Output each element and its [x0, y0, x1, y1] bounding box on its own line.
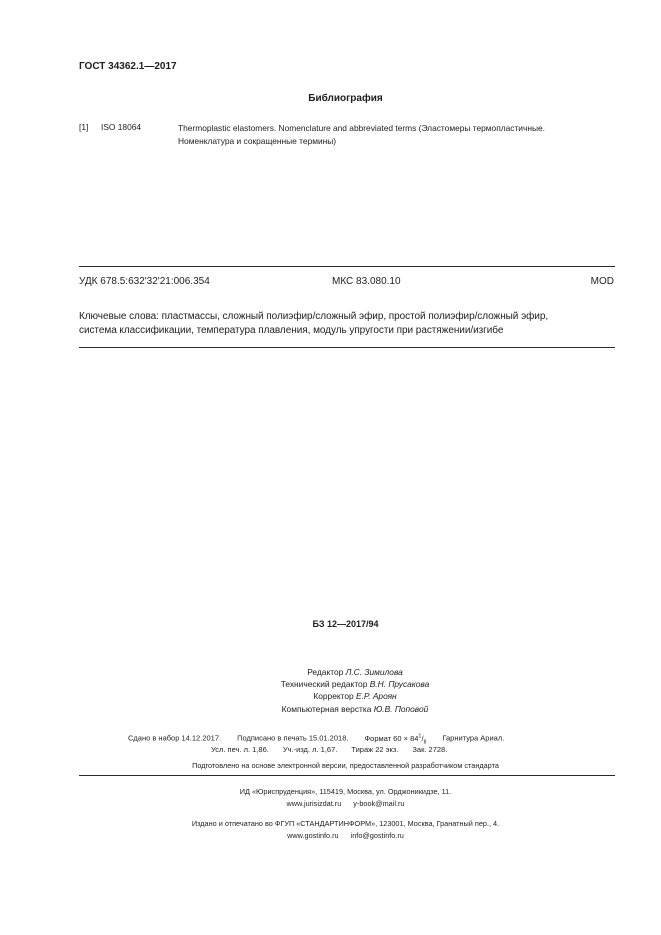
keywords-line1: Ключевые слова: пластмассы, сложный полиэфир/сложный эфир, простой полиэфир/сложный эфир, — [79, 311, 549, 322]
udk-code: УДК 678.5:632'32'21:006.354 — [79, 276, 210, 287]
imprint-order: Зак. 2728. — [412, 745, 448, 754]
credit-layout: Компьютерная верстка Ю.В. Поповой — [281, 703, 429, 714]
bibliography-entry-title — [178, 122, 618, 147]
divider-imprint — [79, 775, 615, 776]
publisher-block — [0, 786, 661, 809]
publisher-contacts — [0, 798, 661, 810]
imprint-line2 — [211, 745, 447, 754]
bibliography-entry-title-line1: Thermoplastic elastomers. Nomenclature and abbreviated terms (Эластомеры термопластичные. — [178, 123, 545, 133]
bibliography-entry-number: [1] — [79, 122, 89, 132]
imprint-pub-sheets: Уч.-изд. л. 1,67. — [282, 745, 338, 754]
publisher-email: y-book@mail.ru — [353, 798, 405, 808]
publisher-address: ИД «Юриспруденция», 115419, Москва, ул. Орджоникидзе, 11. — [239, 787, 452, 796]
publisher-site: www.jurisizdat.ru — [286, 798, 342, 808]
bibliography-title: Библиография — [308, 93, 383, 104]
printer-site: www.gostinfo.ru — [287, 830, 339, 840]
divider-top — [79, 266, 615, 267]
imprint-format: Формат $60 \times 84^1/_8$ — [364, 733, 427, 745]
credit-tech-editor: Технический редактор В.Н. Прусакова — [280, 679, 430, 690]
divider-bottom — [79, 347, 615, 348]
mod-label: MOD — [590, 276, 614, 287]
bibliography-entry-title-line2: Номенклатура и сокращенные термины) — [178, 135, 337, 146]
prepared-note: Подготовлено на основе электронной версии, предоставленной разработчиком стандарта — [192, 761, 499, 770]
credit-proofreader: Корректор Е.Р. Ароян — [313, 691, 397, 702]
imprint-print-sheets: Усл. печ. л. 1,86. — [211, 745, 269, 754]
credits-block — [180, 666, 530, 715]
printer-address: Издано и отпечатано во ФГУП «СТАНДАРТИНФОРМ», 123001, Москва, Гранатный пер., 4. — [191, 819, 500, 828]
bz-number: БЗ 12—2017/94 — [312, 619, 379, 629]
imprint-sent: Сдано в набор 14.12.2017. — [128, 733, 222, 743]
printer-email: info@gostinfo.ru — [350, 830, 404, 840]
credit-editor: Редактор Л.С. Зимилова — [307, 667, 403, 677]
imprint-line1 — [128, 733, 504, 745]
imprint-signed: Подписано в печать 15.01.2018. — [237, 733, 349, 743]
keywords-line2: система классификации, температура плавления, модуль упругости при растяжении/изгибе — [79, 325, 504, 336]
mks-code: МКС 83.080.10 — [332, 276, 401, 287]
printer-block — [0, 818, 661, 841]
document-code: ГОСТ 34362.1—2017 — [79, 61, 177, 72]
bibliography-entry-standard: ISO 18064 — [101, 122, 142, 132]
keywords — [79, 310, 615, 338]
imprint-typeface: Гарнитура Ариал. — [442, 733, 505, 743]
imprint-run: Тираж 22 экз. — [351, 745, 399, 754]
printer-contacts — [0, 830, 661, 842]
